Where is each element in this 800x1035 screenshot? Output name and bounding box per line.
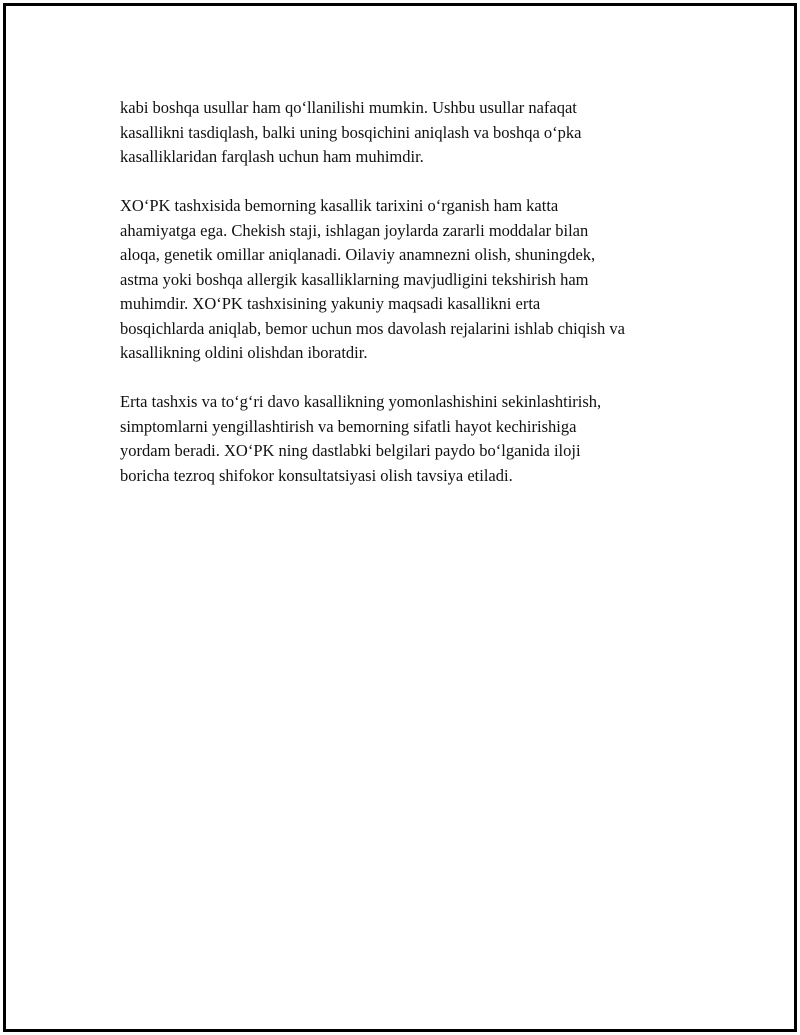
document-body [120, 96, 700, 513]
paragraph-3 [120, 390, 700, 488]
text-line: kasallikning oldini olishdan iboratdir. [120, 343, 368, 362]
text-line: kabi boshqa usullar ham qo‘llanilishi mumkin. Ushbu usullar nafaqat [120, 98, 577, 117]
page-frame [3, 3, 797, 1032]
text-line: yordam beradi. XO‘PK ning dastlabki belgilari paydo bo‘lganida iloji [120, 441, 581, 460]
text-line: simptomlarni yengillashtirish va bemorning sifatli hayot kechirishiga [120, 416, 577, 436]
text-line: astma yoki boshqa allergik kasalliklarning mavjudligini tekshirish ham [120, 269, 589, 289]
text-line: kasalliklaridan farqlash uchun ham muhimdir. [120, 147, 424, 166]
text-line: kasallikni tasdiqlash, balki uning bosqichini aniqlash va boshqa o‘pka [120, 122, 582, 142]
paragraph-1 [120, 96, 700, 170]
paragraph-2 [120, 194, 700, 366]
text-line: bosqichlarda aniqlab, bemor uchun mos davolash rejalarini ishlab chiqish va [120, 318, 625, 338]
text-line: aloqa, genetik omillar aniqlanadi. Oilaviy anamnezni olish, shuningdek, [120, 245, 596, 264]
text-line: XO‘PK tashxisida bemorning kasallik tarixini o‘rganish ham katta [120, 196, 559, 215]
text-line: muhimdir. XO‘PK tashxisining yakuniy maqsadi kasallikni erta [120, 294, 541, 313]
text-line: Erta tashxis va to‘g‘ri davo kasallikning yomonlashishini sekinlashtirish, [120, 392, 602, 411]
text-line: boricha tezroq shifokor konsultatsiyasi olish tavsiya etiladi. [120, 465, 513, 485]
text-line: ahamiyatga ega. Chekish staji, ishlagan joylarda zararli moddalar bilan [120, 220, 589, 240]
